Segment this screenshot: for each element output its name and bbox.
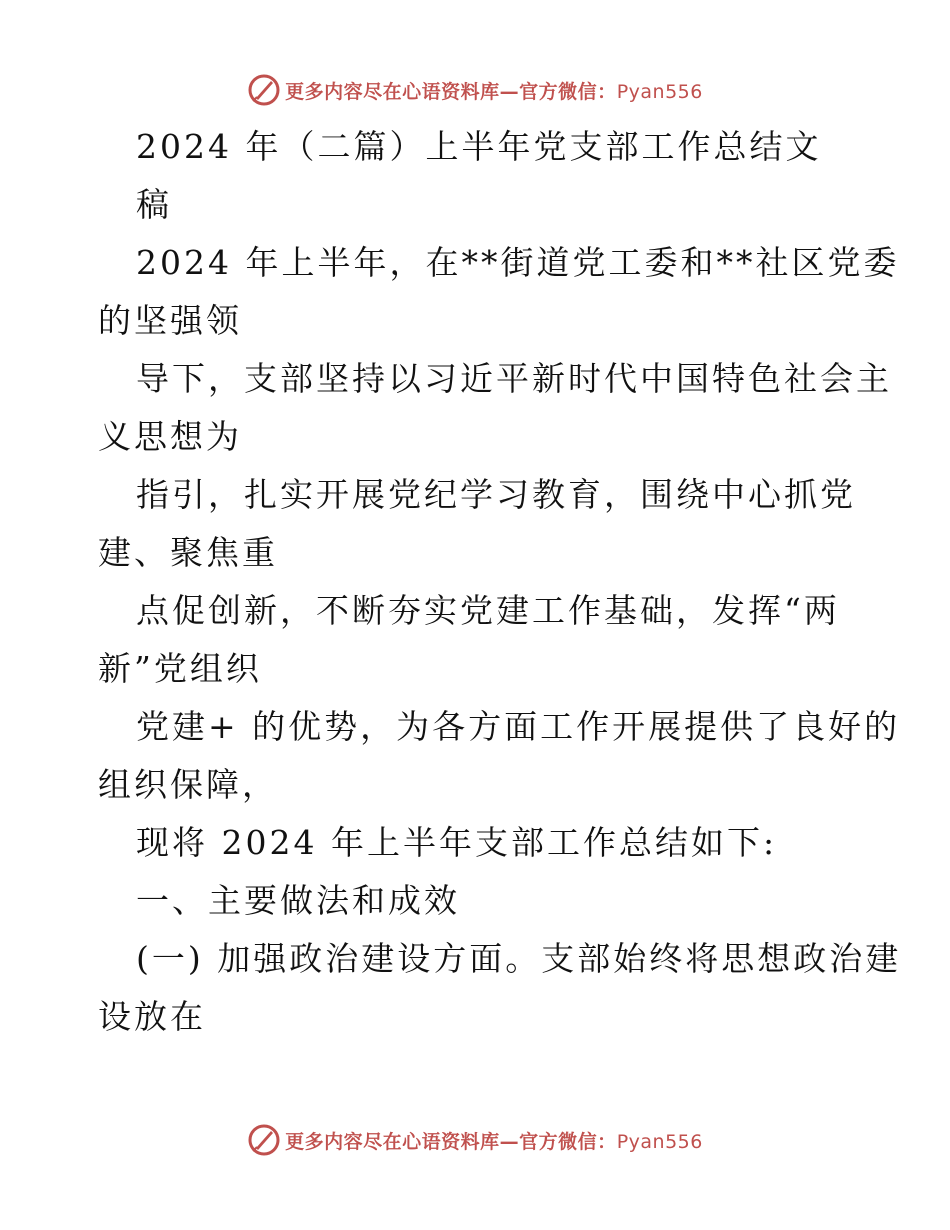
doc-paragraph-line: 2024 年上半年，在**街道党工委和**社区党委 <box>136 243 900 282</box>
doc-paragraph-line: 的坚强领 <box>98 301 242 340</box>
watermark-handle: Pyan556 <box>616 80 703 103</box>
header-watermark <box>0 70 950 110</box>
footer-watermark <box>0 1120 950 1160</box>
watermark-site-text: 更多内容尽在心语资料库 <box>285 1130 500 1153</box>
doc-paragraph-line: 导下，支部坚持以习近平新时代中国特色社会主 <box>136 359 892 398</box>
doc-paragraph-line: 点促创新，不断夯实党建工作基础，发挥“两 <box>136 591 840 630</box>
doc-paragraph-line: 新”党组织 <box>98 649 262 688</box>
quill-pen-circle-icon <box>247 73 281 107</box>
doc-title-line-2: 稿 <box>136 185 172 224</box>
doc-title-line-1: 2024 年（二篇）上半年党支部工作总结文 <box>136 127 822 166</box>
doc-paragraph-line: 党建+ 的优势，为各方面工作开展提供了良好的 <box>136 707 901 746</box>
watermark-wechat-label: 官方微信： <box>519 80 617 103</box>
document-body <box>98 122 902 1050</box>
doc-paragraph-line: 现将 2024 年上半年支部工作总结如下: <box>136 823 778 862</box>
doc-section-heading: 一、主要做法和成效 <box>136 881 460 920</box>
watermark-text <box>285 77 703 104</box>
watermark-wechat-label: 官方微信： <box>519 1130 617 1153</box>
doc-paragraph-line: 义思想为 <box>98 417 242 456</box>
doc-paragraph-line: 组织保障， <box>98 765 278 804</box>
watermark-text <box>285 1127 703 1154</box>
watermark-separator: — <box>499 80 520 103</box>
watermark-site-text: 更多内容尽在心语资料库 <box>285 80 500 103</box>
quill-pen-circle-icon <box>247 1123 281 1157</box>
watermark-separator: — <box>499 1130 520 1153</box>
doc-subsection-line: (一) 加强政治建设方面。支部始终将思想政治建 <box>136 939 902 978</box>
watermark-handle: Pyan556 <box>616 1130 703 1153</box>
doc-paragraph-line: 建、聚焦重 <box>98 533 278 572</box>
doc-paragraph-line: 指引，扎实开展党纪学习教育，围绕中心抓党 <box>136 475 856 514</box>
doc-subsection-line: 设放在 <box>98 997 206 1036</box>
